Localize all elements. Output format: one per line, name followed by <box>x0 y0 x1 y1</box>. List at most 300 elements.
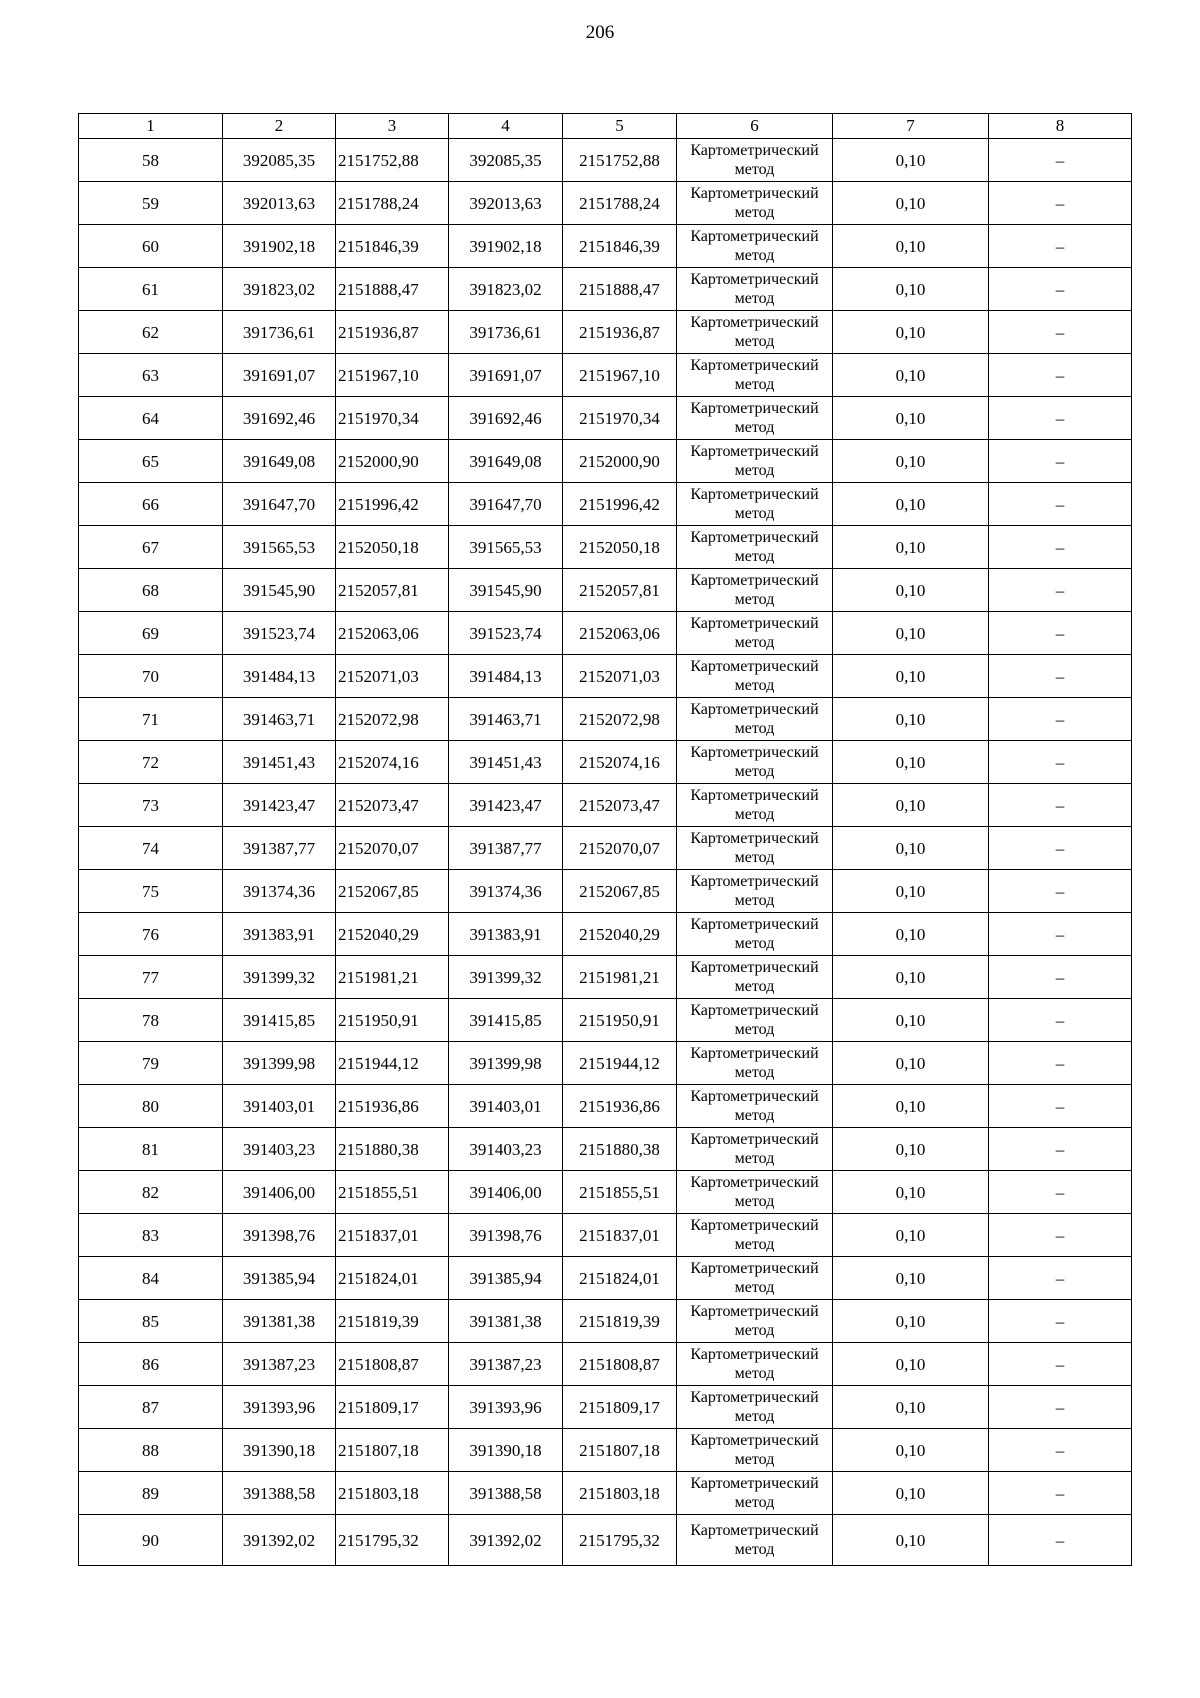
description-cell: – <box>989 784 1132 827</box>
x-cell: 391423,47 <box>449 784 563 827</box>
y-cell: 2151824,01 <box>563 1257 677 1300</box>
table-row <box>79 1085 1132 1128</box>
y-cell: 2152063,06 <box>336 612 449 655</box>
y-cell: 2152073,47 <box>563 784 677 827</box>
accuracy-cell: 0,10 <box>833 655 989 698</box>
column-header: 5 <box>563 114 677 139</box>
accuracy-cell: 0,10 <box>833 870 989 913</box>
description-cell: – <box>989 741 1132 784</box>
x-cell: 391383,91 <box>449 913 563 956</box>
point-number-cell: 61 <box>79 268 223 311</box>
x-cell: 391463,71 <box>449 698 563 741</box>
description-cell: – <box>989 569 1132 612</box>
point-number-cell: 78 <box>79 999 223 1042</box>
column-header: 6 <box>677 114 833 139</box>
coordinates-table <box>78 113 1132 1566</box>
method-line-1: Картометрический <box>690 1045 819 1062</box>
x-cell: 391399,98 <box>223 1042 336 1085</box>
method-line-2: метод <box>734 806 775 823</box>
x-cell: 391399,32 <box>449 956 563 999</box>
x-cell: 391523,74 <box>449 612 563 655</box>
method-line-2: метод <box>734 333 775 350</box>
method-cell <box>677 1214 833 1257</box>
point-number-cell: 75 <box>79 870 223 913</box>
y-cell: 2151967,10 <box>336 354 449 397</box>
table-row <box>79 569 1132 612</box>
point-number-cell: 73 <box>79 784 223 827</box>
point-number-cell: 84 <box>79 1257 223 1300</box>
method-line-1: Картометрический <box>690 486 819 503</box>
point-number-cell: 83 <box>79 1214 223 1257</box>
point-number-cell: 66 <box>79 483 223 526</box>
x-cell: 391406,00 <box>449 1171 563 1214</box>
x-cell: 391823,02 <box>223 268 336 311</box>
table-row <box>79 741 1132 784</box>
method-cell <box>677 1042 833 1085</box>
x-cell: 392085,35 <box>223 139 336 182</box>
x-cell: 391463,71 <box>223 698 336 741</box>
x-cell: 391415,85 <box>223 999 336 1042</box>
method-line-1: Картометрический <box>690 1432 819 1449</box>
point-number-cell: 79 <box>79 1042 223 1085</box>
x-cell: 391523,74 <box>223 612 336 655</box>
point-number-cell: 89 <box>79 1472 223 1515</box>
description-cell: – <box>989 1085 1132 1128</box>
x-cell: 391545,90 <box>449 569 563 612</box>
method-cell <box>677 1171 833 1214</box>
description-cell: – <box>989 1343 1132 1386</box>
method-line-1: Картометрический <box>690 1174 819 1191</box>
method-line-2: метод <box>734 376 775 393</box>
x-cell: 391403,23 <box>449 1128 563 1171</box>
accuracy-cell: 0,10 <box>833 913 989 956</box>
method-line-1: Картометрический <box>690 142 819 159</box>
x-cell: 391393,96 <box>223 1386 336 1429</box>
method-line-2: метод <box>734 763 775 780</box>
description-cell: – <box>989 913 1132 956</box>
method-cell <box>677 913 833 956</box>
description-cell: – <box>989 311 1132 354</box>
x-cell: 391736,61 <box>223 311 336 354</box>
method-line-2: метод <box>734 1107 775 1124</box>
table-row <box>79 1429 1132 1472</box>
table-row <box>79 354 1132 397</box>
method-line-1: Картометрический <box>690 959 819 976</box>
point-number-cell: 63 <box>79 354 223 397</box>
x-cell: 391649,08 <box>449 440 563 483</box>
description-cell: – <box>989 1042 1132 1085</box>
accuracy-cell: 0,10 <box>833 354 989 397</box>
method-cell <box>677 698 833 741</box>
y-cell: 2152073,47 <box>336 784 449 827</box>
x-cell: 391398,76 <box>223 1214 336 1257</box>
table-row <box>79 397 1132 440</box>
method-line-1: Картометрический <box>690 443 819 460</box>
method-line-1: Картометрический <box>690 572 819 589</box>
method-cell <box>677 397 833 440</box>
method-cell <box>677 569 833 612</box>
y-cell: 2152070,07 <box>336 827 449 870</box>
y-cell: 2151981,21 <box>336 956 449 999</box>
method-line-2: метод <box>734 1494 775 1511</box>
point-number-cell: 68 <box>79 569 223 612</box>
method-cell <box>677 1257 833 1300</box>
table-row <box>79 698 1132 741</box>
y-cell: 2151803,18 <box>336 1472 449 1515</box>
method-line-2: метод <box>734 935 775 952</box>
method-line-2: метод <box>734 204 775 221</box>
description-cell: – <box>989 999 1132 1042</box>
x-cell: 391403,01 <box>449 1085 563 1128</box>
table-row <box>79 440 1132 483</box>
x-cell: 391692,46 <box>449 397 563 440</box>
method-cell <box>677 139 833 182</box>
x-cell: 391403,23 <box>223 1128 336 1171</box>
accuracy-cell: 0,10 <box>833 1429 989 1472</box>
column-header: 4 <box>449 114 563 139</box>
x-cell: 391387,77 <box>223 827 336 870</box>
x-cell: 391374,36 <box>223 870 336 913</box>
table-row <box>79 483 1132 526</box>
method-line-1: Картометрический <box>690 1217 819 1234</box>
description-cell: – <box>989 526 1132 569</box>
y-cell: 2151808,87 <box>563 1343 677 1386</box>
point-number-cell: 90 <box>79 1515 223 1566</box>
y-cell: 2152063,06 <box>563 612 677 655</box>
x-cell: 391649,08 <box>223 440 336 483</box>
x-cell: 391387,23 <box>223 1343 336 1386</box>
accuracy-cell: 0,10 <box>833 1214 989 1257</box>
y-cell: 2151809,17 <box>563 1386 677 1429</box>
table-row <box>79 784 1132 827</box>
method-line-1: Картометрический <box>690 1303 819 1320</box>
accuracy-cell: 0,10 <box>833 1257 989 1300</box>
description-cell: – <box>989 1472 1132 1515</box>
x-cell: 391392,02 <box>449 1515 563 1566</box>
y-cell: 2151936,87 <box>563 311 677 354</box>
y-cell: 2151967,10 <box>563 354 677 397</box>
method-line-2: метод <box>734 1150 775 1167</box>
x-cell: 391387,77 <box>449 827 563 870</box>
method-line-2: метод <box>734 161 775 178</box>
point-number-cell: 77 <box>79 956 223 999</box>
method-line-1: Картометрический <box>690 744 819 761</box>
x-cell: 391565,53 <box>223 526 336 569</box>
accuracy-cell: 0,10 <box>833 139 989 182</box>
method-line-2: метод <box>734 419 775 436</box>
description-cell: – <box>989 1515 1132 1566</box>
description-cell: – <box>989 397 1132 440</box>
table-row <box>79 612 1132 655</box>
y-cell: 2151936,87 <box>336 311 449 354</box>
y-cell: 2151880,38 <box>563 1128 677 1171</box>
y-cell: 2151996,42 <box>336 483 449 526</box>
method-line-2: метод <box>734 247 775 264</box>
point-number-cell: 86 <box>79 1343 223 1386</box>
y-cell: 2152057,81 <box>563 569 677 612</box>
table-row <box>79 1128 1132 1171</box>
x-cell: 391374,36 <box>449 870 563 913</box>
method-line-1: Картометрический <box>690 1389 819 1406</box>
method-cell <box>677 956 833 999</box>
method-cell <box>677 655 833 698</box>
x-cell: 391381,38 <box>223 1300 336 1343</box>
accuracy-cell: 0,10 <box>833 1343 989 1386</box>
accuracy-cell: 0,10 <box>833 526 989 569</box>
method-cell <box>677 1386 833 1429</box>
y-cell: 2151819,39 <box>336 1300 449 1343</box>
method-line-1: Картометрический <box>690 400 819 417</box>
method-line-1: Картометрический <box>690 271 819 288</box>
description-cell: – <box>989 354 1132 397</box>
method-line-1: Картометрический <box>690 658 819 675</box>
y-cell: 2151803,18 <box>563 1472 677 1515</box>
table-row <box>79 1257 1132 1300</box>
method-line-2: метод <box>734 1322 775 1339</box>
y-cell: 2151808,87 <box>336 1343 449 1386</box>
y-cell: 2151846,39 <box>563 225 677 268</box>
table-row <box>79 1300 1132 1343</box>
y-cell: 2151846,39 <box>336 225 449 268</box>
y-cell: 2151788,24 <box>336 182 449 225</box>
method-line-2: метод <box>734 634 775 651</box>
description-cell: – <box>989 956 1132 999</box>
method-cell <box>677 784 833 827</box>
method-line-1: Картометрический <box>690 787 819 804</box>
method-line-2: метод <box>734 548 775 565</box>
point-number-cell: 58 <box>79 139 223 182</box>
method-cell <box>677 311 833 354</box>
x-cell: 391406,00 <box>223 1171 336 1214</box>
accuracy-cell: 0,10 <box>833 311 989 354</box>
x-cell: 391565,53 <box>449 526 563 569</box>
y-cell: 2152072,98 <box>563 698 677 741</box>
point-number-cell: 74 <box>79 827 223 870</box>
column-header: 8 <box>989 114 1132 139</box>
column-header: 2 <box>223 114 336 139</box>
table-row <box>79 956 1132 999</box>
accuracy-cell: 0,10 <box>833 1515 989 1566</box>
method-cell <box>677 870 833 913</box>
x-cell: 391383,91 <box>223 913 336 956</box>
y-cell: 2151837,01 <box>336 1214 449 1257</box>
point-number-cell: 88 <box>79 1429 223 1472</box>
y-cell: 2151855,51 <box>336 1171 449 1214</box>
accuracy-cell: 0,10 <box>833 225 989 268</box>
description-cell: – <box>989 827 1132 870</box>
x-cell: 391390,18 <box>449 1429 563 1472</box>
y-cell: 2152050,18 <box>336 526 449 569</box>
table-row <box>79 870 1132 913</box>
method-cell <box>677 827 833 870</box>
point-number-cell: 60 <box>79 225 223 268</box>
x-cell: 391403,01 <box>223 1085 336 1128</box>
method-line-2: метод <box>734 1064 775 1081</box>
y-cell: 2152074,16 <box>336 741 449 784</box>
y-cell: 2151824,01 <box>336 1257 449 1300</box>
method-line-1: Картометрический <box>690 529 819 546</box>
y-cell: 2151950,91 <box>563 999 677 1042</box>
x-cell: 391484,13 <box>223 655 336 698</box>
point-number-cell: 87 <box>79 1386 223 1429</box>
description-cell: – <box>989 655 1132 698</box>
accuracy-cell: 0,10 <box>833 1472 989 1515</box>
x-cell: 391393,96 <box>449 1386 563 1429</box>
table-row <box>79 1515 1132 1566</box>
description-cell: – <box>989 698 1132 741</box>
method-line-2: метод <box>734 677 775 694</box>
point-number-cell: 80 <box>79 1085 223 1128</box>
method-line-2: метод <box>734 1408 775 1425</box>
method-line-1: Картометрический <box>690 615 819 632</box>
table-body <box>79 139 1132 1566</box>
method-cell <box>677 268 833 311</box>
description-cell: – <box>989 1128 1132 1171</box>
accuracy-cell: 0,10 <box>833 784 989 827</box>
description-cell: – <box>989 483 1132 526</box>
table-row <box>79 655 1132 698</box>
accuracy-cell: 0,10 <box>833 956 989 999</box>
method-line-1: Картометрический <box>690 185 819 202</box>
column-header: 7 <box>833 114 989 139</box>
y-cell: 2151819,39 <box>563 1300 677 1343</box>
accuracy-cell: 0,10 <box>833 1386 989 1429</box>
y-cell: 2151970,34 <box>563 397 677 440</box>
point-number-cell: 69 <box>79 612 223 655</box>
y-cell: 2152040,29 <box>336 913 449 956</box>
point-number-cell: 85 <box>79 1300 223 1343</box>
method-line-1: Картометрический <box>690 916 819 933</box>
method-cell <box>677 225 833 268</box>
table-row <box>79 1472 1132 1515</box>
method-cell <box>677 440 833 483</box>
method-line-2: метод <box>734 290 775 307</box>
method-line-2: метод <box>734 1193 775 1210</box>
point-number-cell: 70 <box>79 655 223 698</box>
x-cell: 391387,23 <box>449 1343 563 1386</box>
x-cell: 391451,43 <box>223 741 336 784</box>
method-line-1: Картометрический <box>690 1131 819 1148</box>
x-cell: 392013,63 <box>223 182 336 225</box>
x-cell: 391390,18 <box>223 1429 336 1472</box>
y-cell: 2151888,47 <box>336 268 449 311</box>
y-cell: 2151855,51 <box>563 1171 677 1214</box>
x-cell: 391691,07 <box>223 354 336 397</box>
x-cell: 391823,02 <box>449 268 563 311</box>
method-cell <box>677 741 833 784</box>
x-cell: 391392,02 <box>223 1515 336 1566</box>
method-line-1: Картометрический <box>690 873 819 890</box>
point-number-cell: 81 <box>79 1128 223 1171</box>
table-row <box>79 827 1132 870</box>
description-cell: – <box>989 139 1132 182</box>
x-cell: 391692,46 <box>223 397 336 440</box>
table-header-row <box>79 114 1132 139</box>
method-line-2: метод <box>734 892 775 909</box>
accuracy-cell: 0,10 <box>833 827 989 870</box>
column-header: 1 <box>79 114 223 139</box>
description-cell: – <box>989 440 1132 483</box>
point-number-cell: 65 <box>79 440 223 483</box>
point-number-cell: 71 <box>79 698 223 741</box>
x-cell: 391399,32 <box>223 956 336 999</box>
y-cell: 2151752,88 <box>563 139 677 182</box>
y-cell: 2152050,18 <box>563 526 677 569</box>
method-cell <box>677 999 833 1042</box>
method-line-2: метод <box>734 462 775 479</box>
accuracy-cell: 0,10 <box>833 698 989 741</box>
y-cell: 2151880,38 <box>336 1128 449 1171</box>
x-cell: 391423,47 <box>223 784 336 827</box>
page-number: 206 <box>585 22 615 43</box>
method-cell <box>677 1300 833 1343</box>
method-line-1: Картометрический <box>690 1346 819 1363</box>
y-cell: 2152067,85 <box>563 870 677 913</box>
y-cell: 2151752,88 <box>336 139 449 182</box>
table-row <box>79 1042 1132 1085</box>
table-row <box>79 225 1132 268</box>
method-line-2: метод <box>734 505 775 522</box>
y-cell: 2151888,47 <box>563 268 677 311</box>
table-row <box>79 1171 1132 1214</box>
y-cell: 2151795,32 <box>336 1515 449 1566</box>
method-line-1: Картометрический <box>690 1088 819 1105</box>
x-cell: 391415,85 <box>449 999 563 1042</box>
method-line-1: Картометрический <box>690 1260 819 1277</box>
method-cell <box>677 1472 833 1515</box>
table-row <box>79 1343 1132 1386</box>
point-number-cell: 82 <box>79 1171 223 1214</box>
method-line-2: метод <box>734 1541 775 1558</box>
method-line-1: Картометрический <box>690 314 819 331</box>
description-cell: – <box>989 612 1132 655</box>
description-cell: – <box>989 225 1132 268</box>
point-number-cell: 59 <box>79 182 223 225</box>
description-cell: – <box>989 1257 1132 1300</box>
table-row <box>79 1386 1132 1429</box>
y-cell: 2152070,07 <box>563 827 677 870</box>
description-cell: – <box>989 1429 1132 1472</box>
table-row <box>79 268 1132 311</box>
point-number-cell: 64 <box>79 397 223 440</box>
method-line-2: метод <box>734 1451 775 1468</box>
point-number-cell: 72 <box>79 741 223 784</box>
x-cell: 391398,76 <box>449 1214 563 1257</box>
accuracy-cell: 0,10 <box>833 1128 989 1171</box>
x-cell: 391647,70 <box>223 483 336 526</box>
x-cell: 392085,35 <box>449 139 563 182</box>
accuracy-cell: 0,10 <box>833 1300 989 1343</box>
method-cell <box>677 612 833 655</box>
y-cell: 2152067,85 <box>336 870 449 913</box>
accuracy-cell: 0,10 <box>833 1171 989 1214</box>
table-row <box>79 182 1132 225</box>
y-cell: 2151936,86 <box>336 1085 449 1128</box>
y-cell: 2152040,29 <box>563 913 677 956</box>
y-cell: 2151807,18 <box>563 1429 677 1472</box>
method-line-2: метод <box>734 1021 775 1038</box>
table-row <box>79 311 1132 354</box>
accuracy-cell: 0,10 <box>833 483 989 526</box>
accuracy-cell: 0,10 <box>833 440 989 483</box>
y-cell: 2151981,21 <box>563 956 677 999</box>
description-cell: – <box>989 1171 1132 1214</box>
description-cell: – <box>989 268 1132 311</box>
y-cell: 2151837,01 <box>563 1214 677 1257</box>
method-line-2: метод <box>734 1236 775 1253</box>
x-cell: 391691,07 <box>449 354 563 397</box>
description-cell: – <box>989 1214 1132 1257</box>
